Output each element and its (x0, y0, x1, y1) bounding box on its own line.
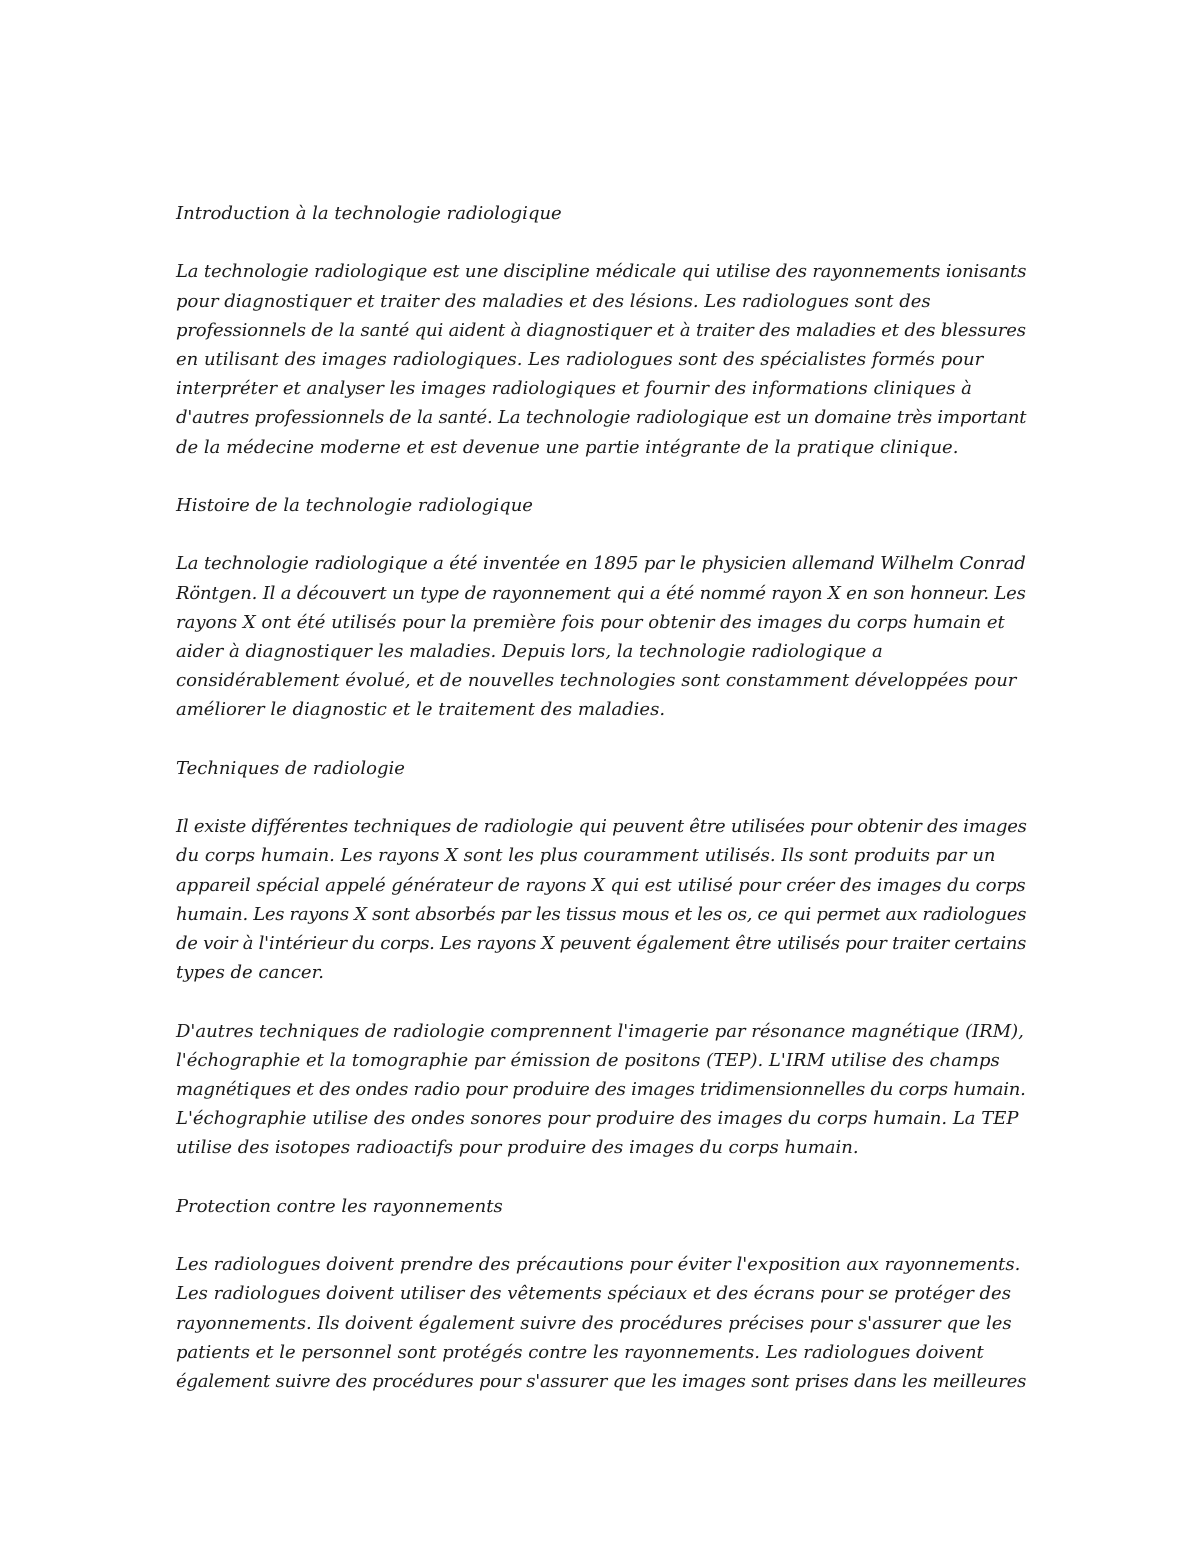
text-line: humain. Les rayons X sont absorbés par les tissus mous et les os, ce qui permet aux radiologues (176, 903, 1027, 925)
text-line: Il existe différentes techniques de radiologie qui peuvent être utilisées pour obtenir des images (176, 816, 1027, 838)
text-line: du corps humain. Les rayons X sont les plus couramment utilisés. Ils sont produits par un (176, 845, 996, 867)
text-line: Histoire de la technologie radiologique (176, 495, 533, 516)
text-line: considérablement évolué, et de nouvelles technologies sont constamment développées pour (176, 670, 1017, 692)
text-line: patients et le personnel sont protégés contre les rayonnements. Les radiologues doivent (176, 1341, 984, 1363)
text-line: D'autres techniques de radiologie comprennent l'imagerie par résonance magnétique (IRM), (176, 1020, 1024, 1042)
document-page (176, 199, 1026, 1425)
text-line: La technologie radiologique est une discipline médicale qui utilise des rayonnements ionisants (176, 261, 1027, 283)
text-line: de voir à l'intérieur du corps. Les rayons X peuvent également être utilisés pour traiter certains (176, 933, 1027, 954)
paragraph (176, 257, 1026, 461)
text-line: utilise des isotopes radioactifs pour produire des images du corps humain. (176, 1137, 859, 1159)
paragraph (176, 1017, 1026, 1163)
text-line: rayons X ont été utilisés pour la première fois pour obtenir des images du corps humain et (176, 611, 1005, 633)
text-line: aider à diagnostiquer les maladies. Depuis lors, la technologie radiologique a (176, 641, 883, 662)
text-line: d'autres professionnels de la santé. La technologie radiologique est un domaine très important (176, 407, 1027, 429)
section-heading (176, 754, 1026, 783)
paragraph (176, 812, 1026, 987)
text-line: Techniques de radiologie (176, 757, 405, 779)
section-heading (176, 491, 1026, 520)
paragraph (176, 549, 1026, 724)
text-line: Protection contre les rayonnements (176, 1195, 503, 1217)
text-line: L'échographie utilise des ondes sonores pour produire des images du corps humain. La TEP (176, 1108, 1019, 1130)
text-line: améliorer le diagnostic et le traitement des maladies. (176, 699, 666, 721)
text-line: l'échographie et la tomographie par émission de positons (TEP). L'IRM utilise des champs (176, 1049, 1000, 1071)
text-line: types de cancer. (176, 962, 324, 984)
text-line: également suivre des procédures pour s'assurer que les images sont prises dans les meilleures (176, 1371, 1027, 1392)
text-line: rayonnements. Ils doivent également suivre des procédures précises pour s'assurer que les (176, 1312, 1012, 1334)
text-line: Introduction à la technologie radiologique (176, 203, 562, 224)
text-line: Les radiologues doivent utiliser des vêtements spéciaux et des écrans pour se protéger des (176, 1283, 1011, 1305)
text-line: Röntgen. Il a découvert un type de rayonnement qui a été nommé rayon X en son honneur. Les (176, 582, 1026, 604)
text-line: en utilisant des images radiologiques. Les radiologues sont des spécialistes formés pour (176, 349, 984, 370)
text-line: magnétiques et des ondes radio pour produire des images tridimensionnelles du corps humain. (176, 1079, 1026, 1100)
text-line: Les radiologues doivent prendre des précautions pour éviter l'exposition aux rayonnements. (176, 1254, 1021, 1276)
text-line: pour diagnostiquer et traiter des maladies et des lésions. Les radiologues sont des (176, 290, 931, 312)
text-line: La technologie radiologique a été inventée en 1895 par le physicien allemand Wilhelm Conrad (176, 553, 1026, 575)
section-heading (176, 199, 1026, 228)
text-line: interpréter et analyser les images radiologiques et fournir des informations cliniques à (176, 378, 972, 400)
text-line: appareil spécial appelé générateur de rayons X qui est utilisé pour créer des images du corps (176, 874, 1026, 896)
text-line: de la médecine moderne et est devenue une partie intégrante de la pratique clinique. (176, 436, 959, 458)
text-line: professionnels de la santé qui aident à diagnostiquer et à traiter des maladies et des blessures (176, 319, 1026, 341)
section-heading (176, 1192, 1026, 1221)
paragraph (176, 1250, 1026, 1396)
